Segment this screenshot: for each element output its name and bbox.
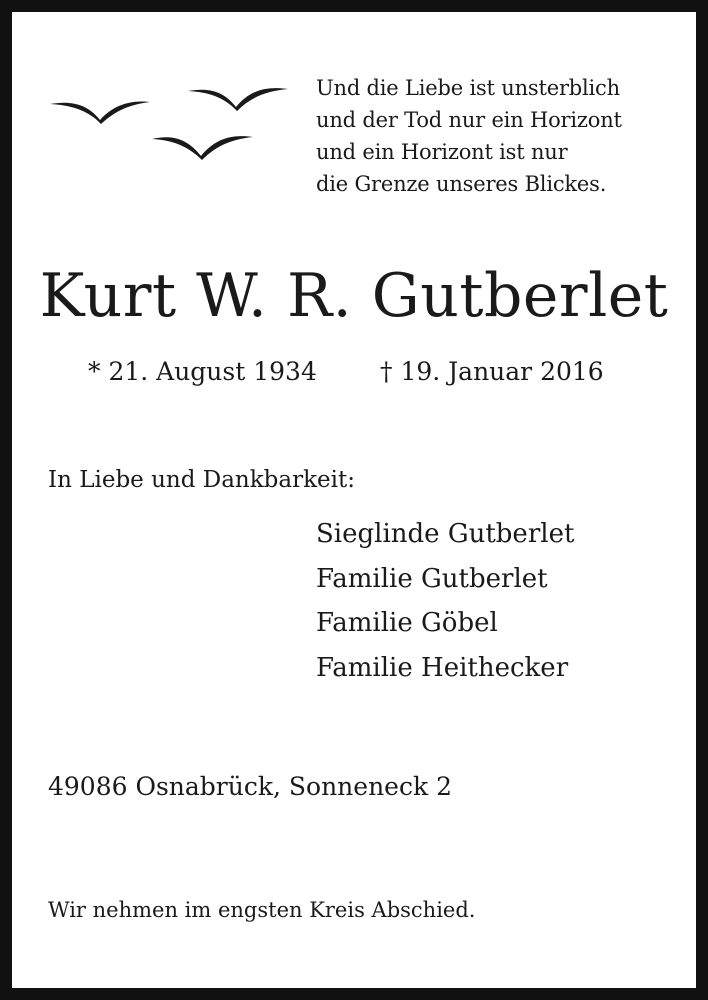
- mourner-name: Sieglinde Gutberlet: [316, 519, 575, 549]
- address: 49086 Osnabrück, Sonneneck 2: [48, 772, 452, 801]
- poem: [316, 72, 686, 200]
- birth-date: * 21. August 1934: [88, 357, 317, 386]
- poem-line: Und die Liebe ist unsterblich: [316, 76, 620, 100]
- mourner-name: Familie Heithecker: [316, 652, 569, 683]
- deceased-name: Kurt W. R. Gutberlet: [39, 261, 669, 331]
- birds-icon: [48, 78, 298, 168]
- poem-line: die Grenze unseres Blickes.: [316, 172, 607, 196]
- bird-icon: [152, 136, 253, 160]
- death-date: † 19. Januar 2016: [380, 357, 604, 386]
- bird-icon: [50, 102, 150, 124]
- mourner-name: Familie Gutberlet: [316, 563, 548, 594]
- bird-icon: [188, 88, 288, 111]
- mourners-list: [316, 512, 574, 690]
- closing-note: Wir nehmen im engsten Kreis Abschied.: [48, 898, 476, 922]
- poem-line: und ein Horizont ist nur: [316, 140, 568, 164]
- mourning-intro: In Liebe und Dankbarkeit:: [48, 467, 355, 493]
- poem-line: und der Tod nur ein Horizont: [316, 108, 622, 132]
- mourner-name: Familie Göbel: [316, 608, 498, 638]
